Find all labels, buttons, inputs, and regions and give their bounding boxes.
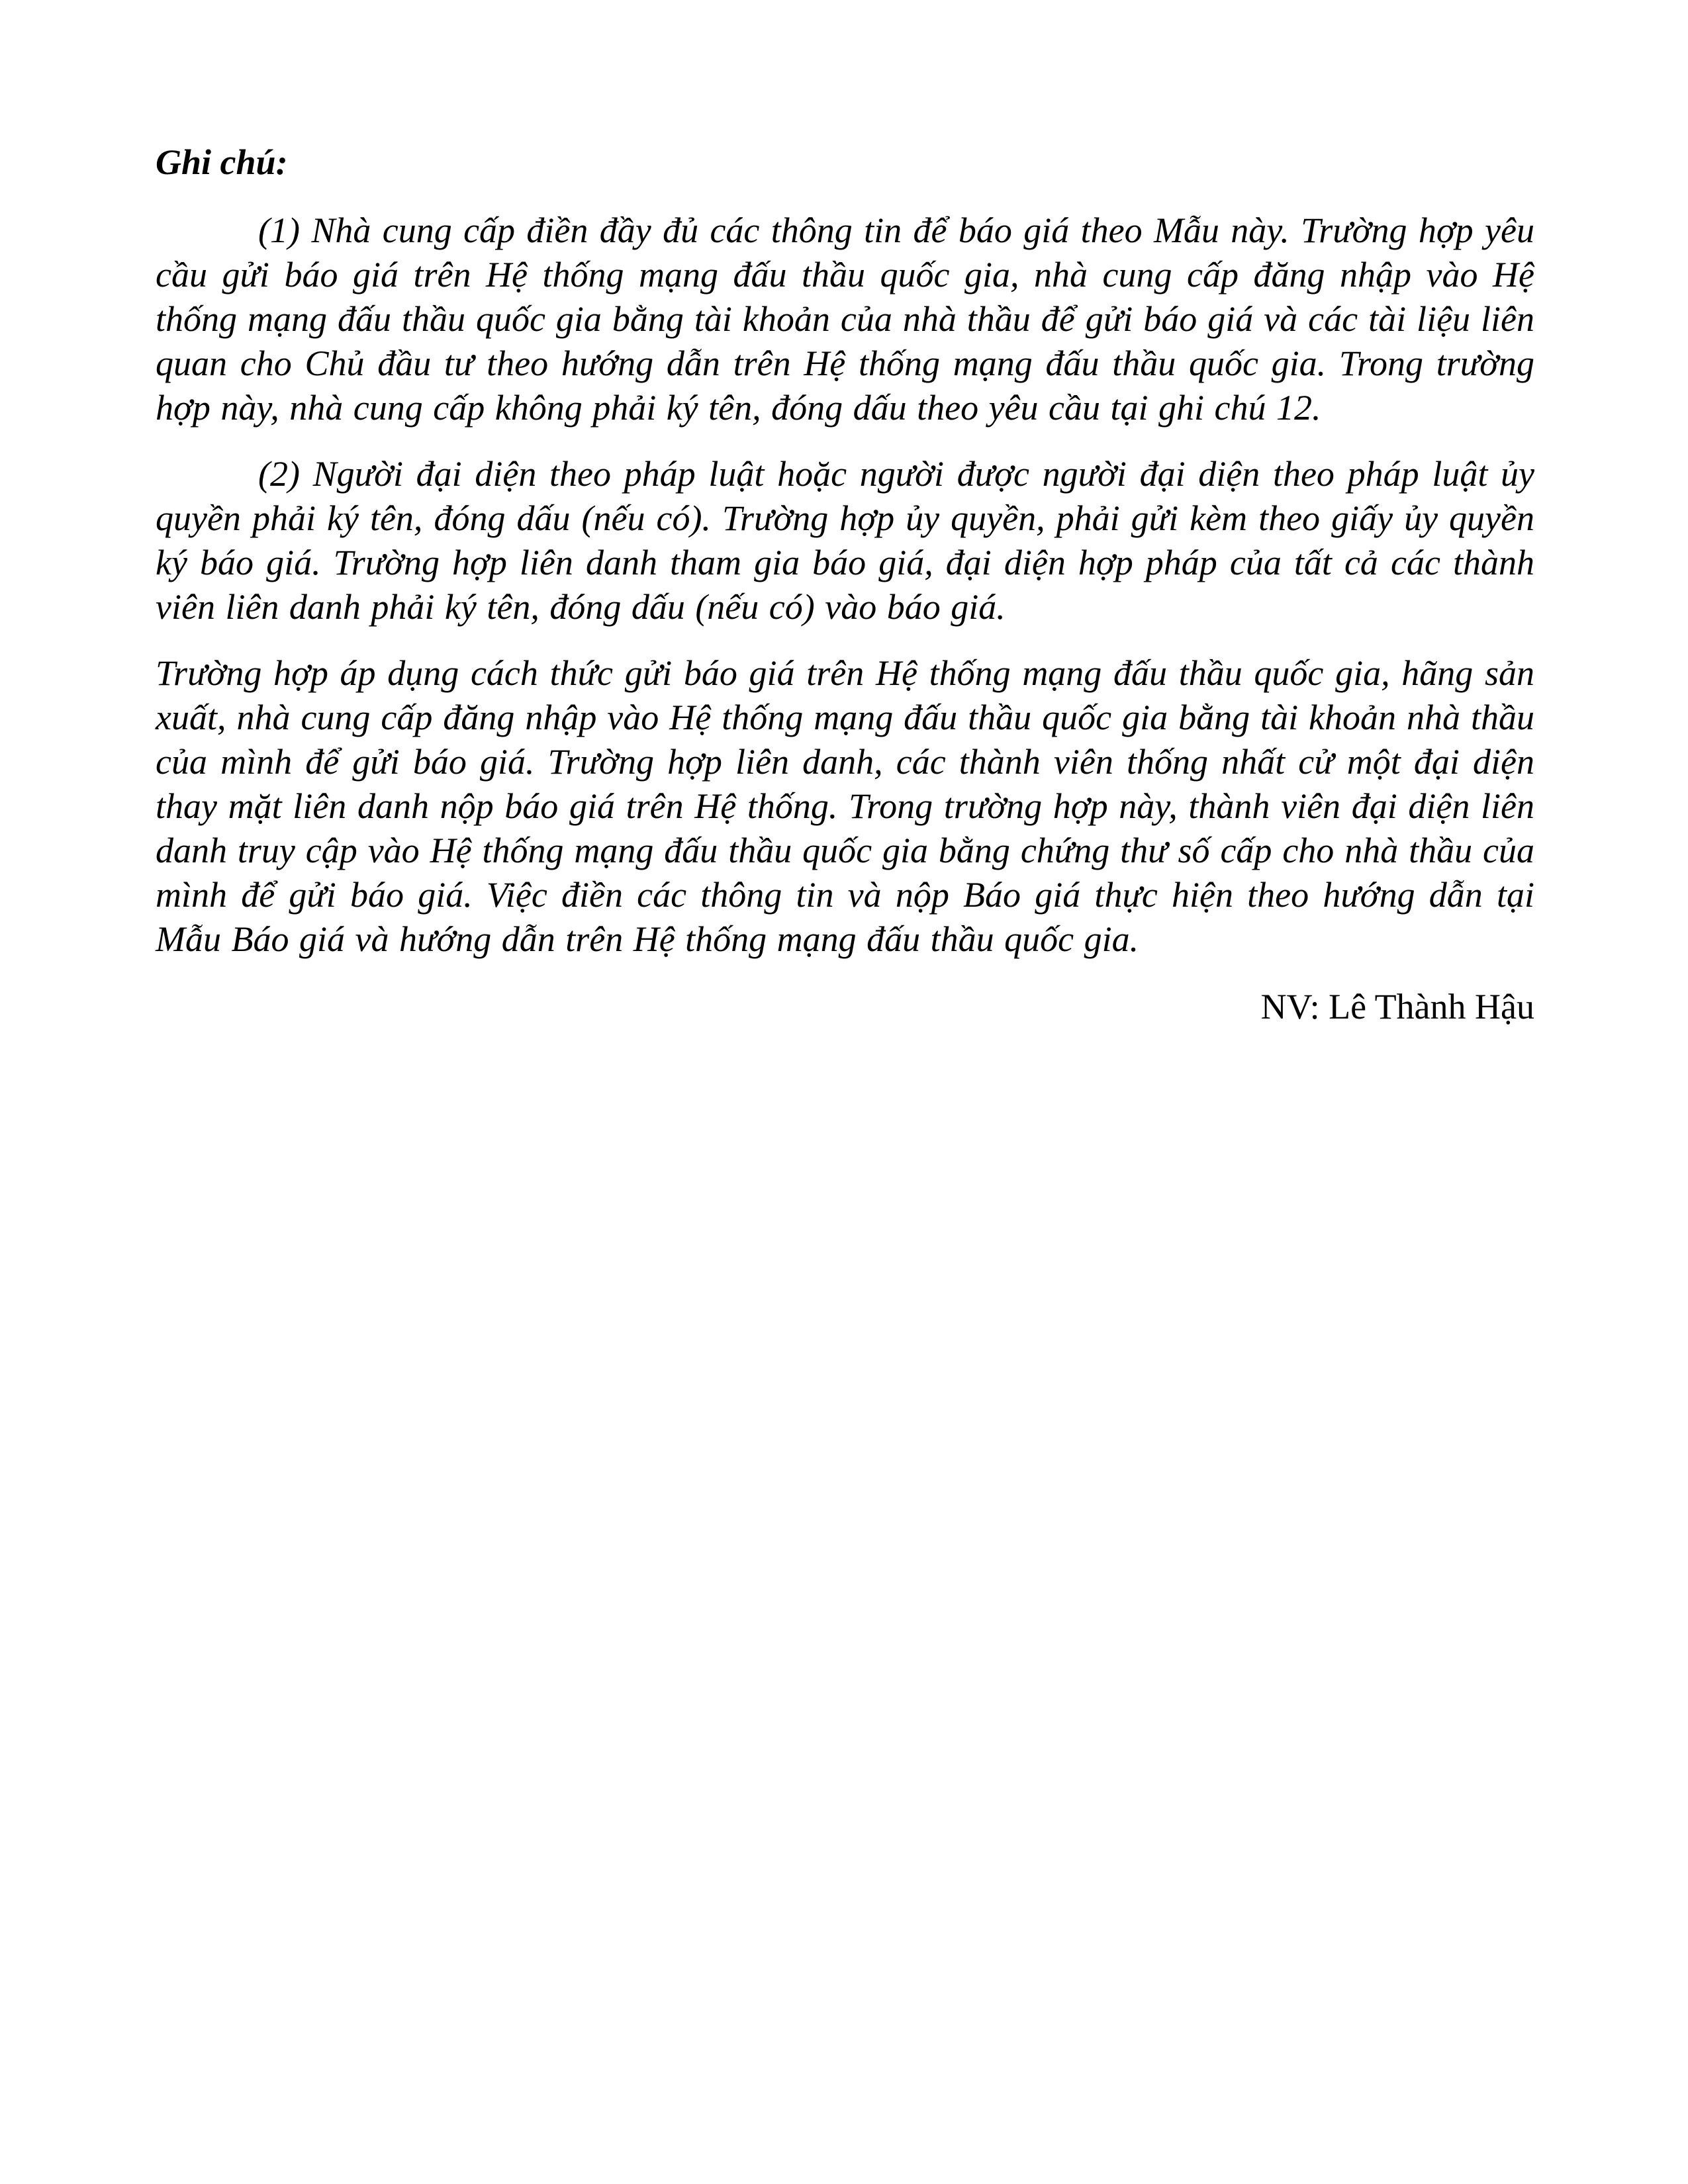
notes-heading: Ghi chú: [156,142,288,182]
signature-line: NV: Lê Thành Hậu [1260,987,1534,1026]
note-paragraph-1: (1) Nhà cung cấp điền đầy đủ các thông tin để báo giá theo Mẫu này. Trường hợp yêu cầu gửi báo giá trên Hệ thống mạng đấu thầu quốc gia, nhà cung cấp đăng nhập vào Hệ thống mạng đấu thầu quốc gia bằng tài khoản của nhà thầu để gửi báo giá và các tài liệu liên quan cho Chủ đầu tư theo hướng dẫn trên Hệ thống mạng đấu thầu quốc gia. Trong trường hợp này, nhà cung cấp không phải ký tên, đóng dấu theo yêu cầu tại ghi chú 12. [156,210,1534,428]
note-paragraph-2: (2) Người đại diện theo pháp luật hoặc người được người đại diện theo pháp luật ủy quyền phải ký tên, đóng dấu (nếu có). Trường hợp ủy quyền, phải gửi kèm theo giấy ủy quyền ký báo giá. Trường hợp liên danh tham gia báo giá, đại diện hợp pháp của tất cả các thành viên liên danh phải ký tên, đóng dấu (nếu có) vào báo giá. [156,454,1534,627]
note-paragraph-3: Trường hợp áp dụng cách thức gửi báo giá trên Hệ thống mạng đấu thầu quốc gia, hãng sản xuất, nhà cung cấp đăng nhập vào Hệ thống mạng đấu thầu quốc gia bằng tài khoản nhà thầu của mình để gửi báo giá. Trường hợp liên danh, các thành viên thống nhất cử một đại diện thay mặt liên danh nộp báo giá trên Hệ thống. Trong trường hợp này, thành viên đại diện liên danh truy cập vào Hệ thống mạng đấu thầu quốc gia bằng chứng thư số cấp cho nhà thầu của mình để gửi báo giá. Việc điền các thông tin và nộp Báo giá thực hiện theo hướng dẫn tại Mẫu Báo giá và hướng dẫn trên Hệ thống mạng đấu thầu quốc gia. [156,653,1534,959]
